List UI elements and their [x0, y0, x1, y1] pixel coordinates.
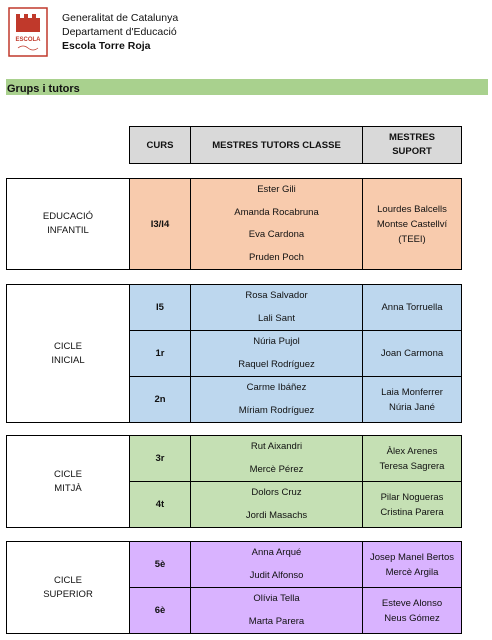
tutor-name: Raquel Rodríguez — [238, 358, 315, 370]
curs-cell: I5 — [130, 285, 191, 331]
stage-label: EDUCACIÓ INFANTIL — [7, 179, 130, 270]
suport-name: Joan Carmona — [380, 348, 444, 359]
header-text — [62, 11, 178, 53]
suport-name: Laia Monferrer — [381, 386, 443, 398]
suport-name: Montse Castellví (TEEI) — [376, 218, 448, 245]
tutors-cell — [191, 542, 363, 588]
curs-cell: 5è — [130, 542, 191, 588]
stage-superior — [6, 541, 462, 634]
suport-cell — [363, 285, 462, 331]
org-line-2: Departament d'Educació — [62, 26, 177, 38]
suport-cell — [363, 377, 462, 423]
tutor-name: Dolors Cruz — [251, 487, 302, 498]
tutor-name: Judit Alfonso — [249, 569, 304, 581]
tutors-cell — [191, 588, 363, 634]
suport-cell — [363, 331, 462, 377]
tutor-name: Carme Ibáñez — [246, 382, 307, 393]
suport-name: Esteve Alonso — [381, 597, 443, 609]
tutor-name: Amanda Rocabruna — [234, 206, 319, 218]
suport-name: Teresa Sagrera — [379, 460, 445, 472]
tutor-name: Jordi Masachs — [245, 509, 308, 521]
tutors-cell — [191, 482, 363, 528]
col-tutors: MESTRES TUTORS CLASSE — [191, 127, 363, 164]
suport-name: Cristina Parera — [380, 506, 444, 518]
org-line-1: Generalitat de Catalunya — [62, 12, 179, 24]
section-title: Grups i tutors — [7, 83, 80, 95]
suport-cell — [363, 179, 462, 270]
section-title-bar — [6, 79, 488, 95]
tutor-name: Mercè Pérez — [249, 463, 304, 475]
curs-cell: 2n — [130, 377, 191, 423]
tutor-name: Marta Parera — [248, 615, 305, 627]
curs-cell: 3r — [130, 436, 191, 482]
tutor-name: Anna Arqué — [251, 547, 302, 558]
suport-cell — [363, 588, 462, 634]
tutors-cell — [191, 331, 363, 377]
tutors-cell — [191, 179, 363, 270]
suport-name: Pilar Nogueras — [380, 491, 444, 503]
suport-name: Neus Gómez — [384, 612, 440, 624]
suport-cell — [363, 542, 462, 588]
col-suport: MESTRES SUPORT — [363, 127, 462, 164]
suport-name: Lourdes Balcells — [377, 203, 447, 215]
suport-name: Àlex Arenes — [386, 445, 438, 457]
curs-cell: 4t — [130, 482, 191, 528]
curs-cell: I3/I4 — [130, 179, 191, 270]
suport-name: Mercè Argila — [385, 566, 439, 578]
logo-text: ESCOLA — [15, 37, 41, 43]
suport-name: Núria Jané — [389, 401, 435, 413]
tutors-cell — [191, 377, 363, 423]
tutor-name: Ester Gili — [257, 184, 296, 195]
tutors-cell — [191, 285, 363, 331]
curs-cell: 6è — [130, 588, 191, 634]
tutor-name: Núria Pujol — [253, 336, 300, 347]
suport-cell — [363, 482, 462, 528]
tutor-name: Lali Sant — [258, 312, 295, 324]
stage-label: CICLE INICIAL — [7, 285, 130, 423]
suport-cell — [363, 436, 462, 482]
suport-name: Josep Manel Bertos — [370, 551, 454, 563]
tutor-name: Pruden Poch — [249, 251, 304, 263]
tutor-name: Eva Cardona — [248, 229, 305, 240]
suport-name: Anna Torruella — [381, 302, 443, 313]
school-logo — [6, 4, 50, 60]
tutor-name: Rut Aixandri — [250, 441, 303, 452]
stage-inicial — [6, 284, 462, 423]
stage-mitja — [6, 435, 462, 528]
tutor-name: Rosa Salvador — [245, 290, 308, 301]
tutors-cell — [191, 436, 363, 482]
curs-cell: 1r — [130, 331, 191, 377]
column-header-table — [129, 126, 462, 164]
tutor-name: Olívia Tella — [253, 593, 300, 604]
school-name: Escola Torre Roja — [62, 40, 151, 52]
col-curs: CURS — [130, 127, 191, 164]
stage-label: CICLE SUPERIOR — [7, 542, 130, 634]
stage-label: CICLE MITJÀ — [7, 436, 130, 528]
stage-infantil — [6, 178, 462, 270]
tutor-name: Míriam Rodríguez — [238, 404, 315, 416]
